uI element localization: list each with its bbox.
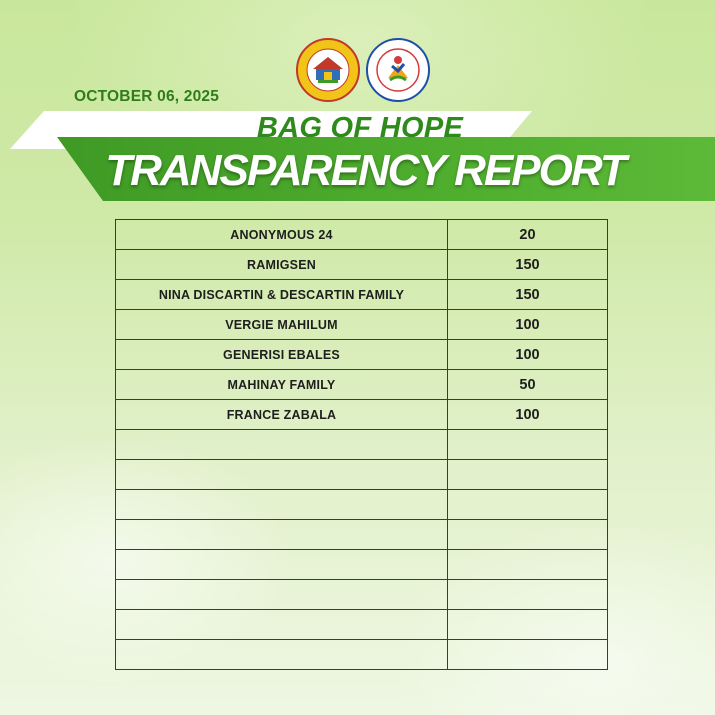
donor-name-cell: MAHINAY FAMILY [116, 370, 448, 400]
table-row [116, 460, 608, 490]
table-row [116, 520, 608, 550]
donor-name-cell [116, 430, 448, 460]
table-row [116, 370, 608, 400]
table-row [116, 250, 608, 280]
donation-amount-cell: 100 [448, 400, 608, 430]
donation-amount-cell: 20 [448, 220, 608, 250]
donor-name-cell: RAMIGSEN [116, 250, 448, 280]
donor-name-cell [116, 580, 448, 610]
donation-amount-cell: 150 [448, 280, 608, 310]
donor-name-cell [116, 610, 448, 640]
report-date: OCTOBER 06, 2025 [74, 88, 220, 105]
donation-amount-cell [448, 610, 608, 640]
donation-amount-cell [448, 520, 608, 550]
donation-amount-cell [448, 460, 608, 490]
donor-name-cell: ANONYMOUS 24 [116, 220, 448, 250]
donation-amount-cell: 50 [448, 370, 608, 400]
table-row [116, 280, 608, 310]
donation-amount-cell: 100 [448, 310, 608, 340]
donor-name-cell: FRANCE ZABALA [116, 400, 448, 430]
donor-name-cell [116, 520, 448, 550]
table-row [116, 310, 608, 340]
donation-amount-cell [448, 490, 608, 520]
donor-name-cell: NINA DISCARTIN & DESCARTIN FAMILY [116, 280, 448, 310]
table-row [116, 550, 608, 580]
transparency-report-title: TRANSPARENCY REPORT [105, 146, 625, 195]
table-row [116, 490, 608, 520]
donor-table [115, 219, 608, 670]
donor-name-cell: VERGIE MAHILUM [116, 310, 448, 340]
logo-group [296, 38, 430, 102]
table-row [116, 400, 608, 430]
donation-amount-cell: 150 [448, 250, 608, 280]
barangay-seal-logo [296, 38, 360, 102]
donor-name-cell [116, 640, 448, 670]
donation-amount-cell [448, 580, 608, 610]
table-row [116, 610, 608, 640]
bag-of-hope-title: BAG OF HOPE [256, 112, 464, 144]
table-row [116, 220, 608, 250]
donor-name-cell [116, 460, 448, 490]
donation-amount-cell [448, 640, 608, 670]
donor-name-cell [116, 490, 448, 520]
table-row [116, 430, 608, 460]
table-row [116, 340, 608, 370]
donation-amount-cell [448, 430, 608, 460]
table-row [116, 580, 608, 610]
donation-amount-cell: 100 [448, 340, 608, 370]
table-row [116, 640, 608, 670]
donor-name-cell: GENERISI EBALES [116, 340, 448, 370]
donation-amount-cell [448, 550, 608, 580]
sangguniang-kabataan-seal-logo [366, 38, 430, 102]
donor-name-cell [116, 550, 448, 580]
